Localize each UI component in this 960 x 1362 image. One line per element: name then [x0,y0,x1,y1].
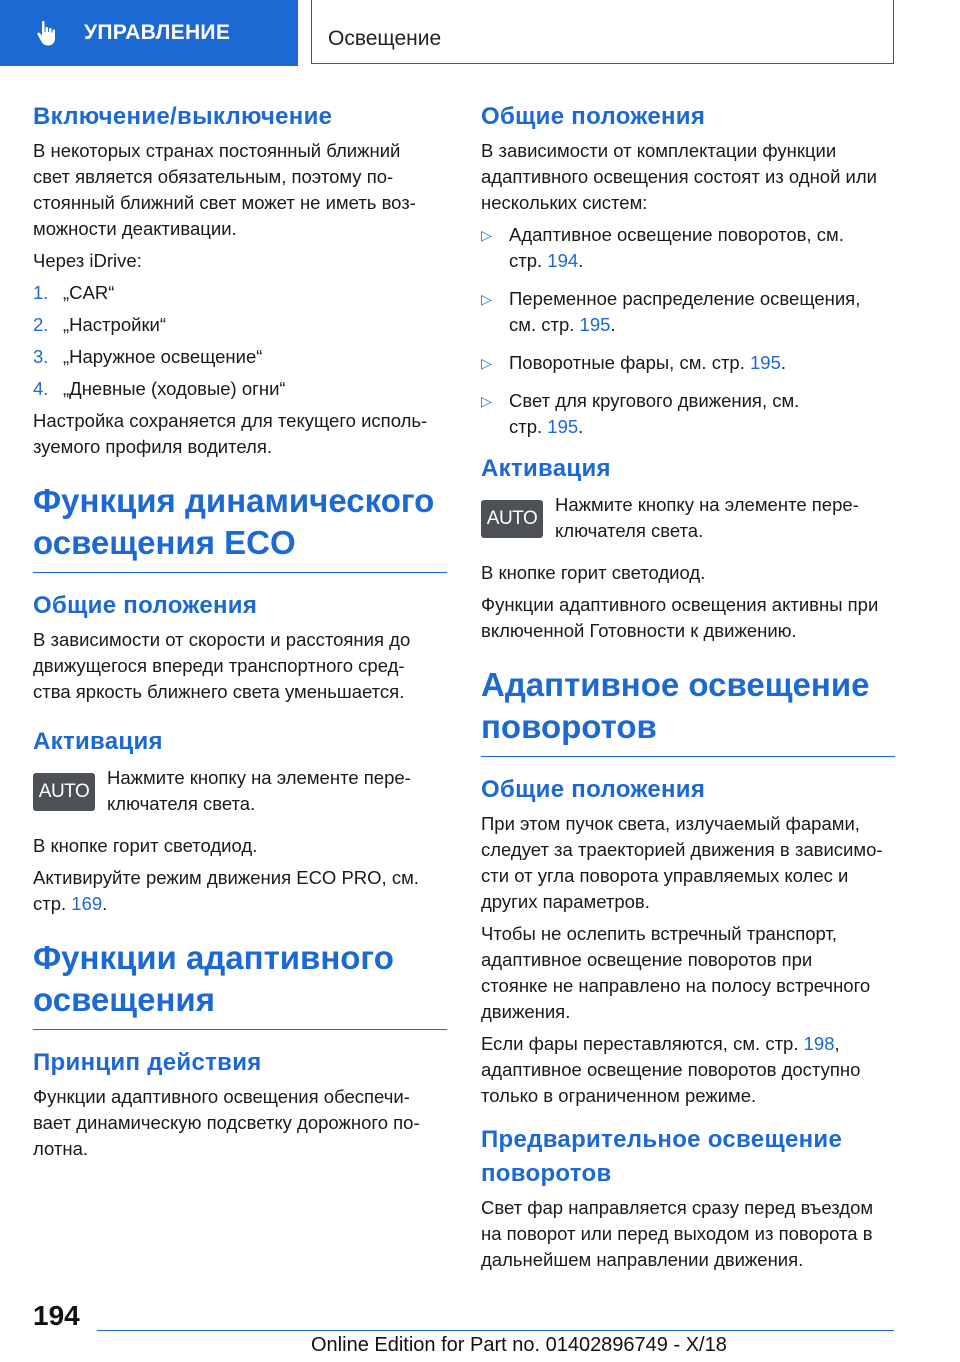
systems-list [481,222,895,440]
chapter-heading: Функция динамического освещения ECO [33,480,447,573]
subsection-title: Освещение [328,27,442,50]
paragraph: В некоторых странах постоянный ближний свет является обязательным, поэтому по- стоянный ближний свет может не иметь воз- можности деактивации. [33,140,416,239]
list-item: ▷ Поворотные фары, см. стр. 195. [481,350,895,376]
auto-button-icon: AUTO [481,500,543,538]
triangle-bullet-icon: ▷ [481,393,492,409]
paragraph: В кнопке горит светодиод. [481,562,706,583]
chapter-heading: Адаптивное освещение поворотов [481,664,895,757]
section-heading: Включение/выключение [33,103,333,130]
section-heading: Общие положения [481,103,706,130]
section-tab[interactable] [0,0,298,66]
page-link[interactable]: 195 [750,352,781,373]
paragraph: Функции адаптивного освещения обеспечи- вает динамическую подсветку дорожного по- лотна. [33,1086,420,1159]
paragraph: В зависимости от комплектации функции адаптивного освещения состоят из одной или нескольких систем: [481,140,878,213]
list-item: ▷ Свет для кругового движения, см. стр. 195. [481,388,895,440]
hand-pointer-icon [34,18,64,48]
list-item: 1. „CAR“ [33,282,115,303]
section-heading: Общие положения [33,592,258,619]
page-link[interactable]: 194 [547,250,579,271]
paragraph: Свет фар направляется сразу перед въездом на поворот или перед выходом из поворота в дальнейшем направлении движения. [481,1197,874,1270]
list-item: ▷ Адаптивное освещение поворотов, см. стр. 194. [481,222,895,274]
paragraph: В зависимости от скорости и расстояния до движущегося впереди транспортного сред- ства яркость ближнего света уменьшается. [33,629,411,702]
page-link[interactable]: 195 [547,416,579,437]
steps-list [33,280,447,402]
paragraph: Настройка сохраняется для текущего исполь- зуемого профиля водителя. [33,410,428,457]
list-item: 4. „Дневные (ходовые) огни“ [33,378,286,399]
section-title: УПРАВЛЕНИЕ [84,21,231,44]
list-item: ▷ Переменное распределение освещения, см. стр. 195. [481,286,895,338]
page-link[interactable]: 169 [71,893,103,914]
paragraph: При этом пучок света, излучаемый фарами, следует за траекторией движения в зависимо- сти от угла поворота управляемых колес и других параметров. [481,813,883,912]
page-link[interactable]: 198 [803,1033,835,1054]
page-link[interactable]: 195 [579,314,611,335]
triangle-bullet-icon: ▷ [481,291,492,307]
chapter-heading: Функции адаптивного освещения [33,937,447,1030]
section-heading: Принцип действия [33,1049,262,1076]
paragraph: Чтобы не ослепить встречный транспорт, адаптивное освещение поворотов при стоянке не направлено на полосу встречного движения. [481,923,871,1022]
right-column [481,100,895,1279]
subsection-box [311,0,894,64]
paragraph: Нажмите кнопку на элементе пере- ключателя света. [555,494,859,541]
paragraph: Функции адаптивного освещения активны при включенной Готовности к движению. [481,594,879,641]
section-heading: Предварительное освещение поворотов [481,1126,843,1187]
paragraph: Нажмите кнопку на элементе пере- ключателя света. [107,767,411,814]
section-heading: Активация [33,728,163,755]
footer-divider [97,1330,894,1331]
paragraph: Активируйте режим движения ECO PRO, см. стр. 169. [33,867,419,914]
section-heading: Активация [481,455,611,482]
paragraph: Через iDrive: [33,250,142,271]
auto-button-icon: AUTO [33,773,95,811]
list-item: 2. „Настройки“ [33,314,167,335]
activation-block [33,765,447,823]
page-number: 194 [33,1300,80,1331]
left-column [33,100,447,1168]
section-heading: Общие положения [481,776,706,803]
footer-edition: Online Edition for Part no. 01402896749 - X/18 [311,1334,727,1356]
paragraph: Если фары переставляются, см. стр. 198, адаптивное освещение поворотов доступно только в ограниченном режиме. [481,1033,861,1106]
list-item: 3. „Наружное освещение“ [33,346,263,367]
triangle-bullet-icon: ▷ [481,355,492,371]
paragraph: В кнопке горит светодиод. [33,835,258,856]
activation-block [481,492,895,550]
triangle-bullet-icon: ▷ [481,227,492,243]
